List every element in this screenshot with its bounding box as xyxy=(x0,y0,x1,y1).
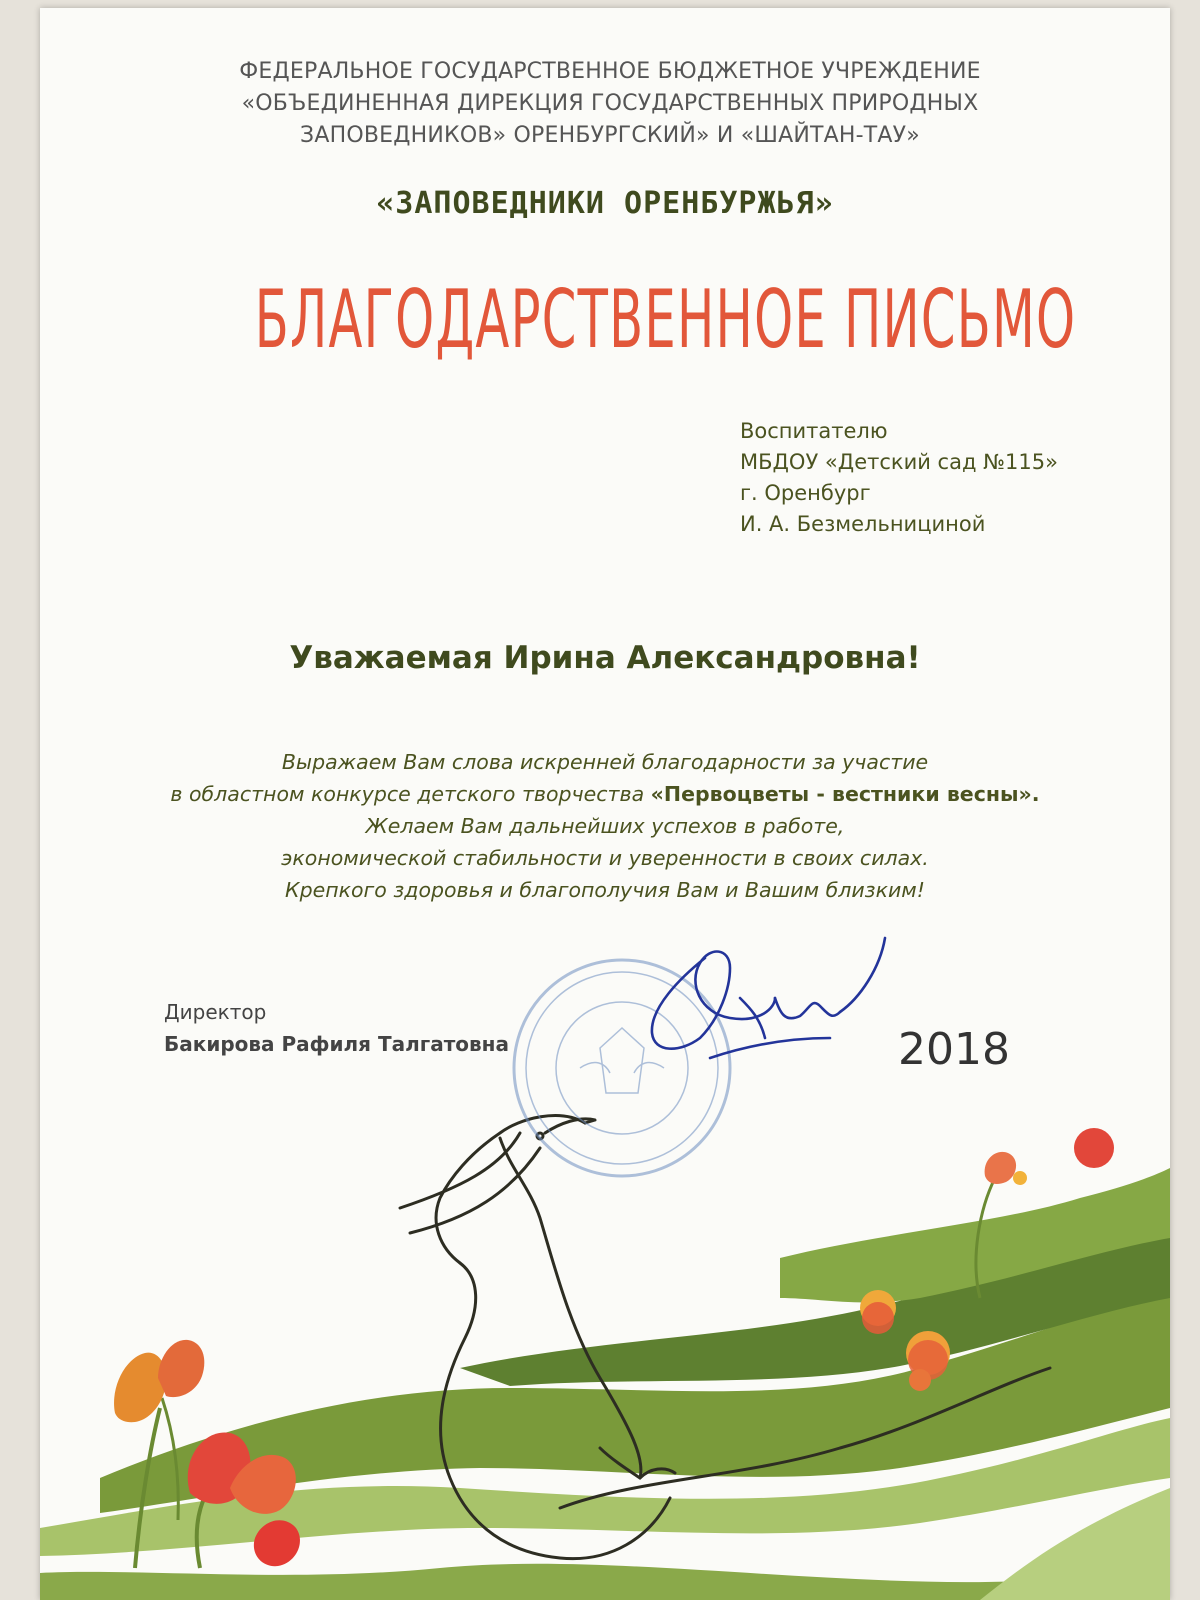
body-line-1: Выражаем Вам слова искренней благодарности за участие xyxy=(281,750,929,774)
bird-drawing xyxy=(400,1116,1050,1559)
signature-block xyxy=(164,996,509,1060)
director-role: Директор xyxy=(164,1000,267,1024)
year: 2018 xyxy=(898,1024,1010,1075)
director-name: Бакирова Рафиля Талгатовна xyxy=(164,1032,509,1056)
recipient-line-3: г. Оренбург xyxy=(740,481,871,505)
certificate-sheet xyxy=(40,8,1170,1600)
recipient-line-2: МБДОУ «Детский сад №115» xyxy=(740,450,1058,474)
org-line-1: ФЕДЕРАЛЬНОЕ ГОСУДАРСТВЕННОЕ БЮДЖЕТНОЕ УЧРЕЖДЕНИЕ xyxy=(239,59,981,84)
body-line-2-text: в областном конкурсе детского творчества xyxy=(170,782,651,806)
organization-header xyxy=(170,56,1050,152)
org-line-3: ЗАПОВЕДНИКОВ» ОРЕНБУРГСКИЙ» И «ШАЙТАН-ТАУ» xyxy=(300,123,920,148)
brand-name: «ЗАПОВЕДНИКИ ОРЕНБУРЖЬЯ» xyxy=(376,186,834,221)
contest-name: «Первоцветы - вестники весны». xyxy=(650,782,1040,806)
green-hills xyxy=(40,1168,1170,1600)
letter-body xyxy=(40,746,1170,906)
document-title: БЛАГОДАРСТВЕННОЕ ПИСЬМО xyxy=(254,273,1077,366)
tulip-flowers xyxy=(114,1128,1114,1568)
director-signature xyxy=(652,938,885,1058)
body-line-5: Крепкого здоровья и благополучия Вам и Вашим близким! xyxy=(285,878,925,902)
recipient-line-4: И. А. Безмельнициной xyxy=(740,512,986,536)
body-line-3: Желаем Вам дальнейших успехов в работе, xyxy=(365,814,845,838)
recipient-block xyxy=(740,416,1058,540)
greeting: Уважаемая Ирина Александровна! xyxy=(289,640,921,676)
org-line-2: «ОБЪЕДИНЕННАЯ ДИРЕКЦИЯ ГОСУДАРСТВЕННЫХ ПРИРОДНЫХ xyxy=(241,91,979,116)
official-stamp xyxy=(514,960,730,1176)
recipient-line-1: Воспитателю xyxy=(740,419,888,443)
body-line-4: экономической стабильности и уверенности в своих силах. xyxy=(281,846,929,870)
body-line-2 xyxy=(40,778,1170,810)
